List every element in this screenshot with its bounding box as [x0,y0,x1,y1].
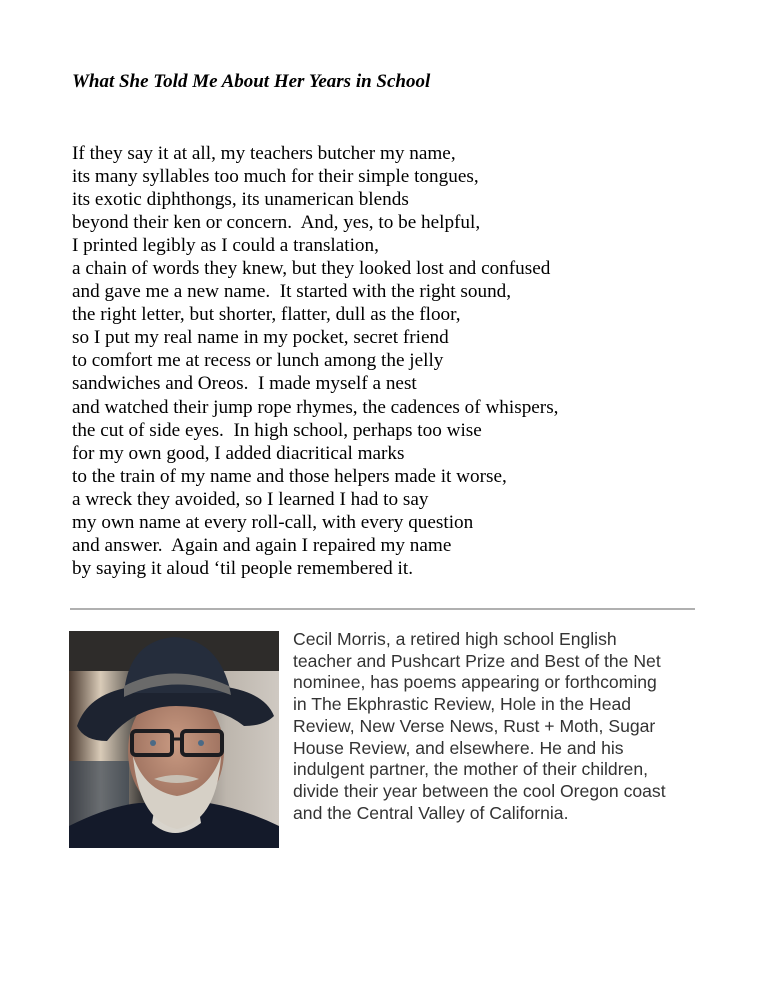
poem-line: for my own good, I added diacritical marks [72,442,405,464]
poem-line: the right letter, but shorter, flatter, dull as the floor, [72,304,461,326]
poem-line: a wreck they avoided, so I learned I had to say [72,488,429,510]
bio-line: indulgent partner, the mother of their children, [293,759,649,780]
bio-line: divide their year between the cool Oregon coast [293,780,666,801]
poem-line: and answer. Again and again I repaired my name [72,534,452,556]
poem-line: by saying it aloud ‘til people remembered it. [72,557,414,579]
poem-line: its exotic diphthongs, its unamerican blends [72,189,409,211]
bio-line: teacher and Pushcart Prize and Best of the Net [293,650,661,671]
poem-line: the cut of side eyes. In high school, perhaps too wise [72,419,482,441]
poem-line: my own name at every roll-call, with every question [72,511,474,533]
poem-body [72,142,558,580]
bio-line: nominee, has poems appearing or forthcoming [293,672,657,693]
poem-line: a chain of words they knew, but they looked lost and confused [72,258,551,280]
poem-title: What She Told Me About Her Years in School [72,71,431,92]
poem-line: If they say it at all, my teachers butcher my name, [72,143,456,164]
poem-line: sandwiches and Oreos. I made myself a nest [72,373,417,395]
poem-line: and gave me a new name. It started with the right sound, [72,281,512,303]
poem-line: its many syllables too much for their simple tongues, [72,166,479,188]
author-bio [293,629,703,824]
poem-line: so I put my real name in my pocket, secret friend [72,327,449,349]
poem-line: to the train of my name and those helpers made it worse, [72,465,507,487]
bio-line: and the Central Valley of California. [293,802,569,823]
section-divider [70,608,695,610]
poem-line: I printed legibly as I could a translation, [72,235,379,257]
bio-line: Review, New Verse News, Rust + Moth, Sugar [293,715,656,736]
author-portrait-image [69,631,279,848]
poem-line: beyond their ken or concern. And, yes, to be helpful, [72,212,481,234]
bio-line: Cecil Morris, a retired high school English [293,629,617,649]
bio-line: House Review, and elsewhere. He and his [293,737,624,758]
poem-line: and watched their jump rope rhymes, the cadences of whispers, [72,396,559,418]
bio-line: in The Ekphrastic Review, Hole in the Head [293,694,632,715]
author-photo [69,631,279,848]
poem-line: to comfort me at recess or lunch among the jelly [72,350,444,372]
